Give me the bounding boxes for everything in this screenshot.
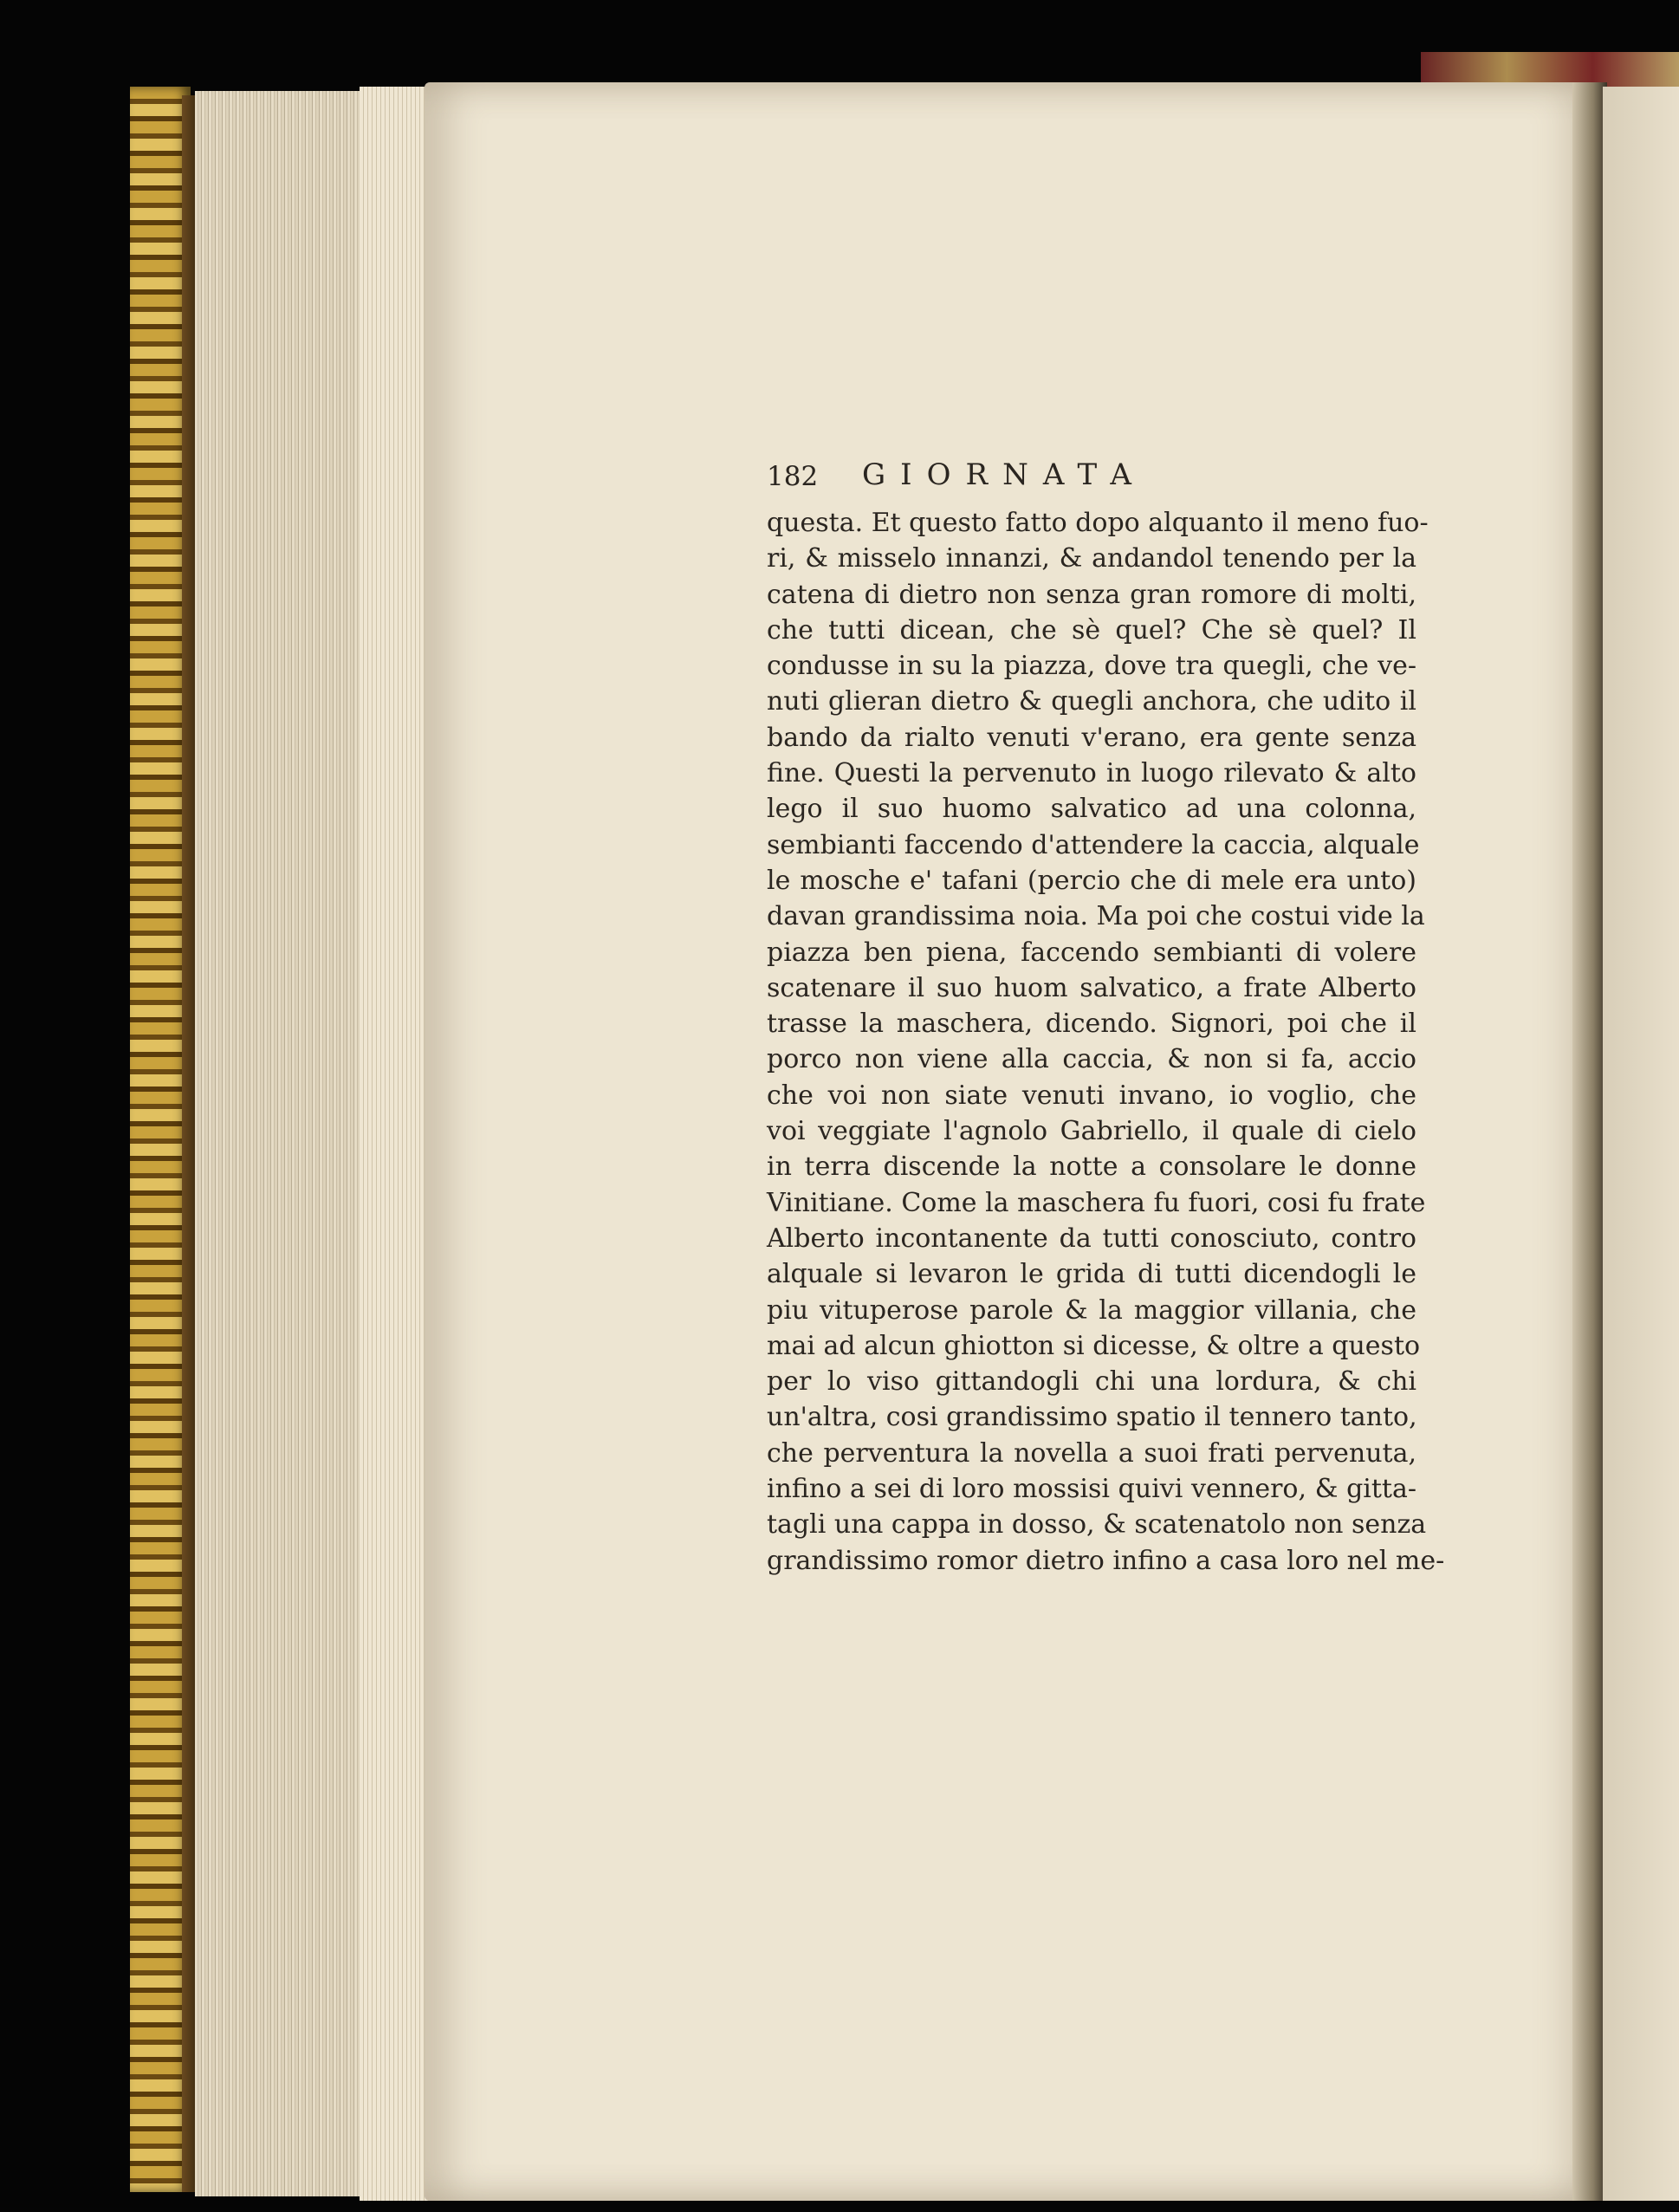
text-line: Vinitiane. Come la maschera fu fuori, cosi fu frate: [767, 1187, 1426, 1218]
text-block: [767, 505, 1445, 1579]
running-title: GIORNATA: [862, 457, 1146, 492]
text-line: piazza ben piena, faccendo sembianti di volere: [767, 937, 1416, 968]
text-line: tagli una cappa in dosso, & scatenatolo non senza: [767, 1509, 1427, 1541]
text-line: che perventura la novella a suoi frati pervenuta,: [767, 1437, 1416, 1469]
text-line: condusse in su la piazza, dove tra quegli, che ve-: [767, 651, 1416, 682]
page-number: 182: [767, 461, 819, 492]
text-line: che voi non siate venuti invano, io voglio, che: [767, 1080, 1416, 1111]
text-line: infino a sei di loro mossisi quivi vennero, & gitta-: [767, 1474, 1416, 1505]
text-line: piu vituperose parole & la maggior villania, che: [767, 1294, 1416, 1326]
text-line: in terra discende la notte a consolare le donne: [767, 1151, 1416, 1183]
text-line: ri, & misselo innanzi, & andandol tenendo per la: [767, 543, 1416, 574]
headband: [1421, 52, 1679, 87]
running-header: [767, 457, 1256, 497]
text-line: le mosche e' tafani (percio che di mele era unto): [767, 865, 1416, 896]
text-line: scatenare il suo huom salvatico, a frate Alberto: [767, 972, 1416, 1003]
facing-page: [1603, 87, 1679, 2201]
text-line: trasse la maschera, dicendo. Signori, poi che il: [767, 1009, 1416, 1040]
text-line: fine. Questi la pervenuto in luogo rilevato & alto: [767, 758, 1416, 789]
text-line: alquale si levaron le grida di tutti dicendogli le: [767, 1259, 1416, 1290]
text-line: che tutti dicean, che sè quel? Che sè quel? Il: [767, 614, 1416, 645]
page-gutter: [1572, 82, 1607, 2201]
text-line: questa. Et questo fatto dopo alquanto il meno fuo-: [767, 508, 1429, 538]
text-line: davan grandissima noia. Ma poi che costui vide la: [767, 901, 1425, 932]
text-line: mai ad alcun ghiotton si dicesse, & oltre a questo: [767, 1330, 1421, 1361]
text-line: bando da rialto venuti v'erano, era gente senza: [767, 722, 1416, 753]
text-line: per lo viso gittandogli chi una lordura, & chi: [767, 1366, 1416, 1398]
text-line: un'altra, cosi grandissimo spatio il tennero tanto,: [767, 1402, 1417, 1433]
text-line: voi veggiate l'agnolo Gabriello, il quale di cielo: [767, 1116, 1416, 1147]
text-line: nuti glieran dietro & quegli anchora, che udito il: [767, 686, 1416, 717]
text-line: porco non viene alla caccia, & non si fa, accio: [767, 1044, 1416, 1075]
text-line: grandissimo romor dietro infino a casa loro nel me-: [767, 1545, 1445, 1576]
text-line: lego il suo huomo salvatico ad una colonna,: [767, 794, 1416, 825]
text-line: Alberto incontanente da tutti conosciuto, contro: [767, 1223, 1416, 1254]
text-line: catena di dietro non senza gran romore di molti,: [767, 579, 1416, 610]
text-line: sembianti faccendo d'attendere la caccia, alquale: [767, 829, 1420, 860]
